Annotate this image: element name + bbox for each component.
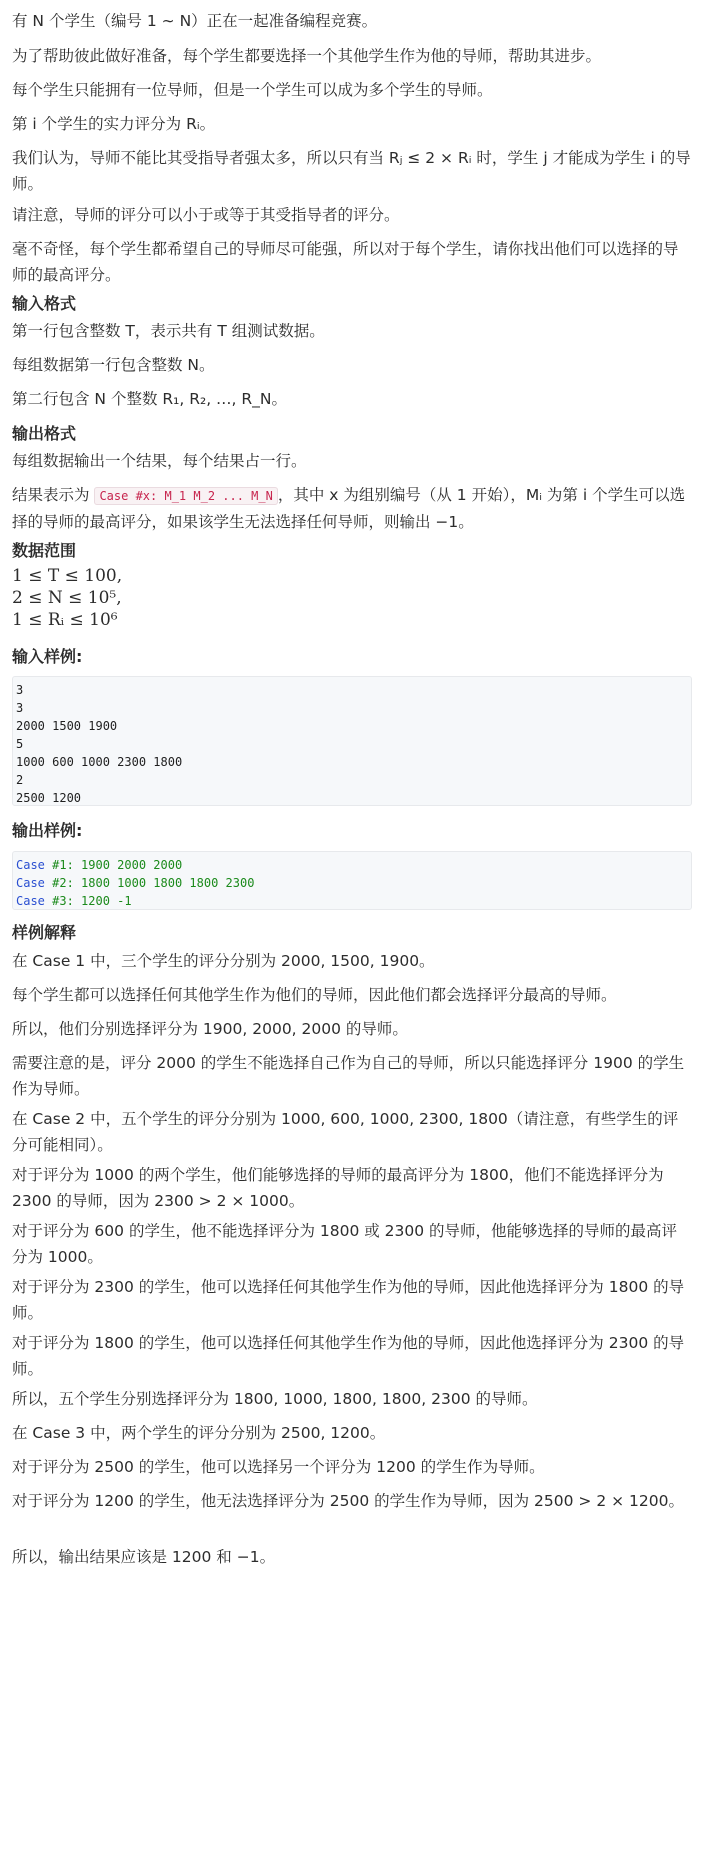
statement-condition: 我们认为，导师不能比其受指导者强太多，所以只有当 Rⱼ ≤ 2 × Rᵢ 时，学生 j 才能成为学生 i 的导师。 (12, 149, 691, 193)
range-R: 1 ≤ Rᵢ ≤ 10⁶ (12, 610, 118, 630)
output-format-heading: 输出格式 (12, 424, 77, 443)
input-format-line-1: 第一行包含整数 T，表示共有 T 组测试数据。 (12, 322, 325, 340)
explanation-case3-2500: 对于评分为 2500 的学生，他可以选择另一个评分为 1200 的学生作为导师。 (12, 1458, 545, 1476)
case-values: #1: 1900 2000 2000 (44, 858, 183, 872)
explanation-case2-ratings: 在 Case 2 中，五个学生的评分分别为 1000, 600, 1000, 2300, 1800（请注意，有些学生的评分可能相同）。 (12, 1110, 679, 1154)
sample-output-code (12, 851, 692, 910)
explanation-case1-note: 需要注意的是，评分 2000 的学生不能选择自己作为自己的导师，所以只能选择评分 1900 的学生作为导师。 (12, 1054, 685, 1098)
output-format-line-2 (12, 482, 692, 535)
explanation-case2-600: 对于评分为 600 的学生，他不能选择评分为 1800 或 2300 的导师，他能够选择的导师的最高评分为 1000。 (12, 1222, 678, 1266)
statement-goal: 毫不奇怪，每个学生都希望自己的导师尽可能强，所以对于每个学生，请你找出他们可以选择的导师的最高评分。 (12, 240, 679, 284)
input-format-line-3: 第二行包含 N 个整数 R₁, R₂, …, R_N。 (12, 390, 288, 408)
input-format-heading: 输入格式 (12, 294, 77, 313)
output-line-3 (16, 892, 691, 910)
case-keyword: Case (16, 876, 45, 890)
range-heading: 数据范围 (12, 541, 77, 560)
statement-intro: 有 N 个学生（编号 1 ∼ N）正在一起准备编程竞赛。 (12, 12, 378, 30)
explanation-case1-result: 所以，他们分别选择评分为 1900, 2000, 2000 的导师。 (12, 1020, 408, 1038)
explanation-case2-result: 所以，五个学生分别选择评分为 1800, 1000, 1800, 1800, 2300 的导师。 (12, 1390, 538, 1408)
range-block (12, 565, 692, 631)
output-case-2 (16, 876, 254, 890)
explanation-final: 所以，输出结果应该是 1200 和 −1。 (12, 1548, 276, 1566)
code-line: 2 (16, 773, 24, 787)
sample-input-code (12, 676, 692, 806)
output-line-1 (16, 856, 691, 874)
explanation-case3-1200: 对于评分为 1200 的学生，他无法选择评分为 2500 的学生作为导师，因为 2500 > 2 × 1200。 (12, 1492, 684, 1510)
code-line: 1000 600 1000 2300 1800 (16, 755, 183, 769)
explanation-case2-2300: 对于评分为 2300 的学生，他可以选择任何其他学生作为他的导师，因此他选择评分为 1800 的导师。 (12, 1278, 685, 1322)
case-keyword: Case (16, 894, 45, 908)
sample-output-heading: 输出样例: (12, 821, 83, 840)
output-case-3 (16, 894, 132, 908)
explanation-case3-ratings: 在 Case 3 中，两个学生的评分分别为 2500, 1200。 (12, 1424, 386, 1442)
output-format-prefix: 结果表示为 (12, 486, 90, 504)
output-format-suffix: ，其中 x 为组别编号（从 1 开始），Mᵢ 为第 i 个学生可以选择的导师的最高评分，如果该学生无法选择任何导师，则输出 −1。 (12, 486, 686, 531)
explanation-case2-1000: 对于评分为 1000 的两个学生，他们能够选择的导师的最高评分为 1800，他们不能选择评分为 2300 的导师，因为 2300 > 2 × 1000。 (12, 1166, 664, 1210)
output-format-code: Case #x: M_1 M_2 ... M_N (94, 487, 277, 505)
explanation-heading: 样例解释 (12, 923, 77, 942)
code-line: 3 (16, 701, 24, 715)
output-case-1 (16, 858, 182, 872)
case-keyword: Case (16, 858, 45, 872)
code-line: 3 (16, 683, 24, 697)
output-line-2 (16, 874, 691, 892)
explanation-case2-1800: 对于评分为 1800 的学生，他可以选择任何其他学生作为他的导师，因此他选择评分为 2300 的导师。 (12, 1334, 685, 1378)
range-N: 2 ≤ N ≤ 10⁵, (12, 588, 122, 608)
code-line: 2000 1500 1900 (16, 719, 118, 733)
case-values: #2: 1800 1000 1800 1800 2300 (44, 876, 255, 890)
statement-mentor-rule: 为了帮助彼此做好准备，每个学生都要选择一个其他学生作为他的导师，帮助其进步。 (12, 47, 602, 65)
code-line: 5 (16, 737, 24, 751)
explanation-case1-choice: 每个学生都可以选择任何其他学生作为他们的导师，因此他们都会选择评分最高的导师。 (12, 986, 617, 1004)
statement-rating: 第 i 个学生的实力评分为 Rᵢ。 (12, 115, 216, 133)
statement-one-mentor: 每个学生只能拥有一位导师，但是一个学生可以成为多个学生的导师。 (12, 81, 493, 99)
output-format-line-1: 每组数据输出一个结果，每个结果占一行。 (12, 452, 307, 470)
input-format-line-2: 每组数据第一行包含整数 N。 (12, 356, 215, 374)
explanation-case1-ratings: 在 Case 1 中，三个学生的评分分别为 2000, 1500, 1900。 (12, 952, 435, 970)
sample-input-heading: 输入样例: (12, 647, 83, 666)
statement-note: 请注意，导师的评分可以小于或等于其受指导者的评分。 (12, 206, 400, 224)
case-values: #3: 1200 -1 (44, 894, 132, 908)
code-line: 2500 1200 (16, 791, 82, 805)
range-T: 1 ≤ T ≤ 100, (12, 566, 123, 586)
